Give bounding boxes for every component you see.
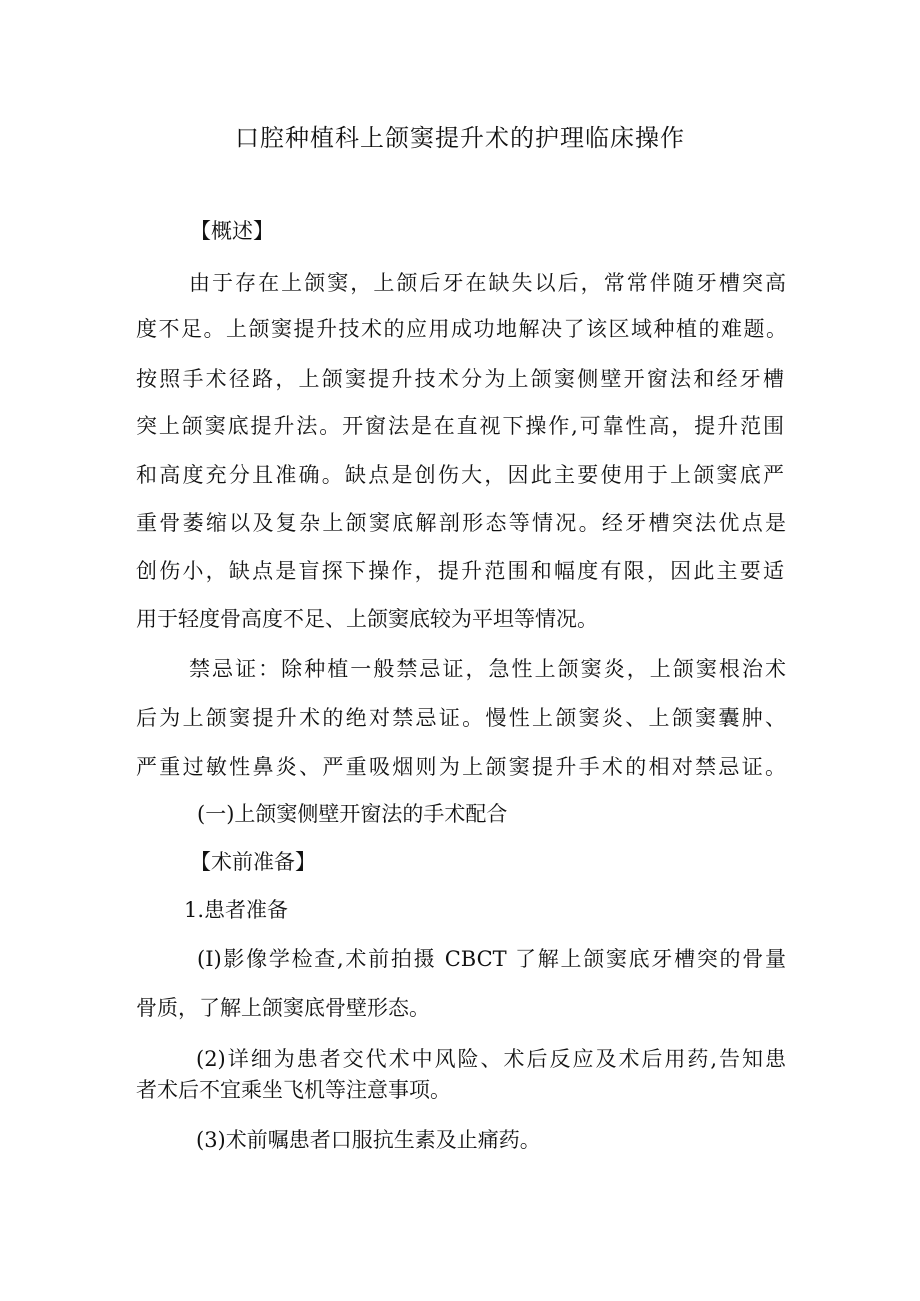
contraindication-line: 后为上颌窦提升术的绝对禁忌证。慢性上颌窦炎、上颌窦囊肿、 <box>136 706 786 730</box>
overview-line: 度不足。上颌窦提升技术的应用成功地解决了该区域种植的难题。 <box>136 317 787 341</box>
overview-heading: 【概述】 <box>190 219 274 243</box>
overview-line: 突上颌窦底提升法。开窗法是在直视下操作,可靠性高，提升范围 <box>136 414 784 438</box>
contraindication-line: 禁忌证：除种植一般禁忌证，急性上颌窦炎，上颌窦根治术 <box>189 657 786 681</box>
prep-item-line: (I)影像学检查,术前拍摄 CBCT 了解上颌窦底牙槽突的骨量 <box>197 947 786 971</box>
overview-line: 重骨萎缩以及复杂上颌窦底解剖形态等情况。经牙槽突法优点是 <box>136 511 786 535</box>
prep-item-line: 骨质，了解上颌窦底骨壁形态。 <box>136 996 430 1020</box>
prep-item-line: 者术后不宜乘坐飞机等注意事项。 <box>136 1078 451 1102</box>
overview-line: 用于轻度骨高度不足、上颌窦底较为平坦等情况。 <box>136 607 598 631</box>
prep-item-line: (3)术前嘱患者口服抗生素及止痛药。 <box>196 1128 541 1152</box>
preop-heading: 【术前准备】 <box>190 850 316 874</box>
patient-prep-heading: 1.患者准备 <box>184 898 289 922</box>
overview-line: 和高度充分且准确。缺点是创伤大，因此主要使用于上颌窦底严 <box>136 463 784 487</box>
section-heading: (一)上颌窦侧壁开窗法的手术配合 <box>197 802 508 826</box>
overview-line: 按照手术径路，上颌窦提升技术分为上颌窦侧壁开窗法和经牙槽 <box>136 367 784 391</box>
contraindication-line: 严重过敏性鼻炎、严重吸烟则为上颌窦提升手术的相对禁忌证。 <box>136 755 786 779</box>
overview-line: 创伤小，缺点是盲探下操作，提升范围和幅度有限，因此主要适 <box>136 559 784 583</box>
prep-item-line: (2)详细为患者交代术中风险、术后反应及术后用药,告知患 <box>196 1047 786 1071</box>
overview-line: 由于存在上颌窦，上颌后牙在缺失以后，常常伴随牙槽突高 <box>189 271 786 295</box>
document-title: 口腔种植科上颌窦提升术的护理临床操作 <box>235 124 685 152</box>
